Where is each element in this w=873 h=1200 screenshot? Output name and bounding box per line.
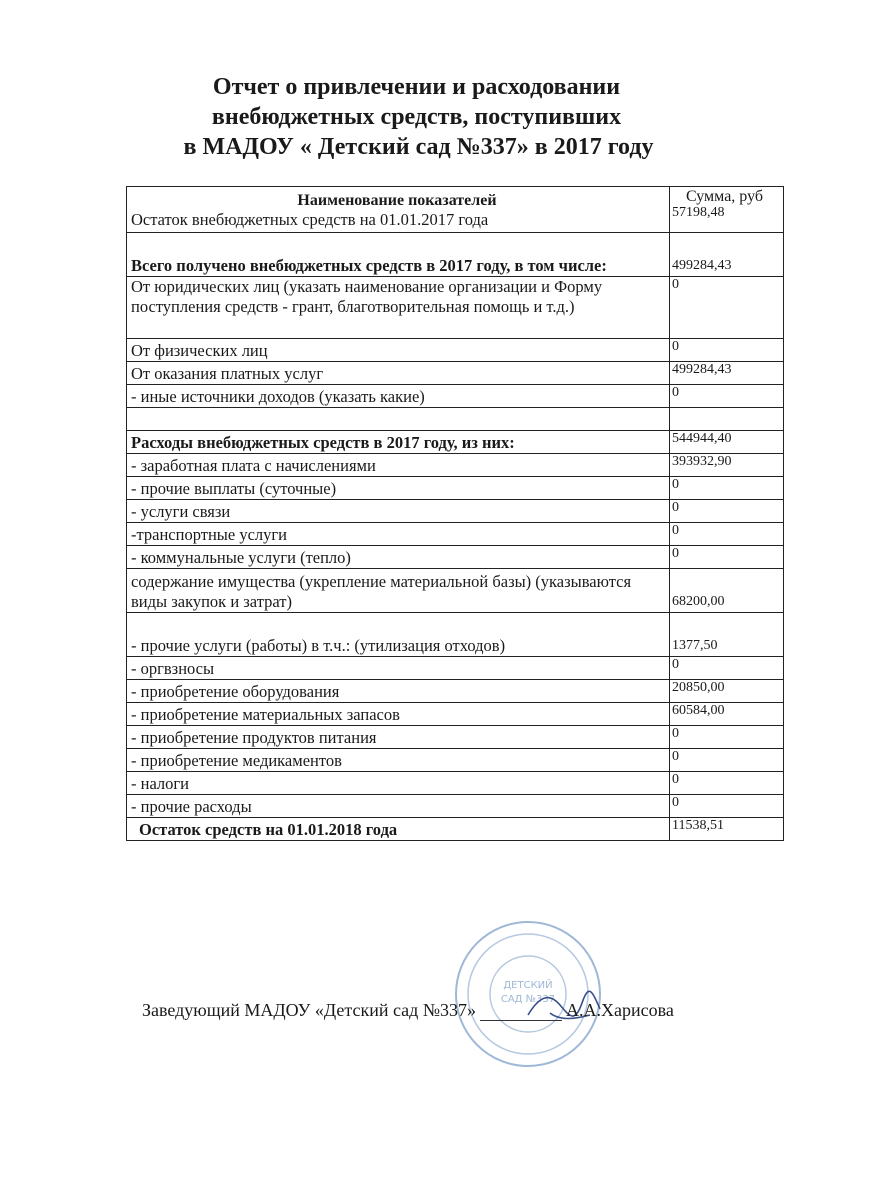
row-value: 0	[670, 385, 784, 408]
row-value: 544944,40	[670, 431, 784, 454]
row-label: - иные источники доходов (указать какие)	[127, 385, 670, 408]
row-value: 68200,00	[670, 569, 784, 613]
row-value: 499284,43	[670, 362, 784, 385]
table-row	[127, 523, 784, 546]
table-row	[127, 500, 784, 523]
row-label: От физических лиц	[127, 339, 670, 362]
row-label: - налоги	[127, 772, 670, 795]
table-row	[127, 680, 784, 703]
row-value: 0	[670, 277, 784, 339]
signature-underline	[480, 1002, 562, 1021]
row-value: 0	[670, 500, 784, 523]
row-label: - прочие выплаты (суточные)	[127, 477, 670, 500]
report-table	[126, 186, 784, 841]
signatory-position: Заведующий МАДОУ «Детский сад №337»	[142, 1000, 477, 1020]
table-row	[127, 339, 784, 362]
row-value: 499284,43	[670, 233, 784, 277]
row-label: Остаток внебюджетных средств на 01.01.2017 года	[131, 210, 489, 229]
header-name: Наименование показателей	[297, 192, 497, 209]
row-value: 0	[670, 657, 784, 680]
row-label: - коммунальные услуги (тепло)	[127, 546, 670, 569]
name-cell	[127, 187, 670, 233]
table-row	[127, 749, 784, 772]
signatory-name: А.А.Харисова	[566, 1000, 674, 1020]
row-value: 0	[670, 339, 784, 362]
row-label: Всего получено внебюджетных средств в 2017 году, в том числе:	[127, 233, 670, 277]
svg-text:САД №337: САД №337	[500, 994, 556, 1005]
row-label: - приобретение материальных запасов	[127, 703, 670, 726]
signature-line	[142, 1000, 674, 1021]
row-label: - приобретение медикаментов	[127, 749, 670, 772]
row-label: Расходы внебюджетных средств в 2017 году, из них:	[127, 431, 670, 454]
table-row	[127, 362, 784, 385]
table-row	[127, 546, 784, 569]
title-line-2: внебюджетных средств, поступивших	[211, 104, 622, 130]
row-value: 0	[670, 772, 784, 795]
table-row	[127, 477, 784, 500]
row-value	[670, 408, 784, 431]
row-value: 60584,00	[670, 703, 784, 726]
table-row	[127, 569, 784, 613]
row-value: 1377,50	[670, 613, 784, 657]
row-label: - заработная плата с начислениями	[127, 454, 670, 477]
table-row	[127, 613, 784, 657]
table-row	[127, 726, 784, 749]
table-row	[127, 431, 784, 454]
table-row	[127, 408, 784, 431]
row-label: содержание имущества (укрепление материальной базы) (указываются виды закупок и затрат)	[127, 569, 670, 613]
table-row	[127, 233, 784, 277]
row-value: 57198,48	[672, 205, 725, 220]
table-row	[127, 772, 784, 795]
row-value: 0	[670, 546, 784, 569]
row-value: 0	[670, 795, 784, 818]
header-value: Сумма, руб	[685, 188, 764, 205]
title-line-3: в МАДОУ « Детский сад №337» в 2017 году	[183, 134, 654, 160]
table-row	[127, 795, 784, 818]
value-cell	[670, 187, 784, 233]
table-row	[127, 277, 784, 339]
table-row	[127, 657, 784, 680]
row-value: 393932,90	[670, 454, 784, 477]
table-row	[127, 454, 784, 477]
row-value: 0	[670, 749, 784, 772]
row-value: 0	[670, 726, 784, 749]
table-row	[127, 818, 784, 841]
svg-text:ДЕТСКИЙ: ДЕТСКИЙ	[503, 980, 553, 991]
row-label: Остаток средств на 01.01.2018 года	[127, 818, 670, 841]
row-label: -транспортные услуги	[127, 523, 670, 546]
row-label: - прочие расходы	[127, 795, 670, 818]
row-label	[127, 408, 670, 431]
row-label: От оказания платных услуг	[127, 362, 670, 385]
table-row	[127, 703, 784, 726]
row-label: - приобретение оборудования	[127, 680, 670, 703]
row-value: 11538,51	[670, 818, 784, 841]
row-value: 0	[670, 523, 784, 546]
row-label: От юридических лиц (указать наименование организации и Форму поступления средств - грант, благотворительная помощь и т.д.)	[127, 277, 670, 339]
row-label: - услуги связи	[127, 500, 670, 523]
table-row	[127, 187, 784, 233]
row-value: 20850,00	[670, 680, 784, 703]
table-row	[127, 385, 784, 408]
report-title	[0, 72, 873, 162]
title-line-1: Отчет о привлечении и расходовании	[212, 74, 621, 100]
row-label: - прочие услуги (работы) в т.ч.: (утилизация отходов)	[127, 613, 670, 657]
row-label: - оргвзносы	[127, 657, 670, 680]
row-value: 0	[670, 477, 784, 500]
row-label: - приобретение продуктов питания	[127, 726, 670, 749]
